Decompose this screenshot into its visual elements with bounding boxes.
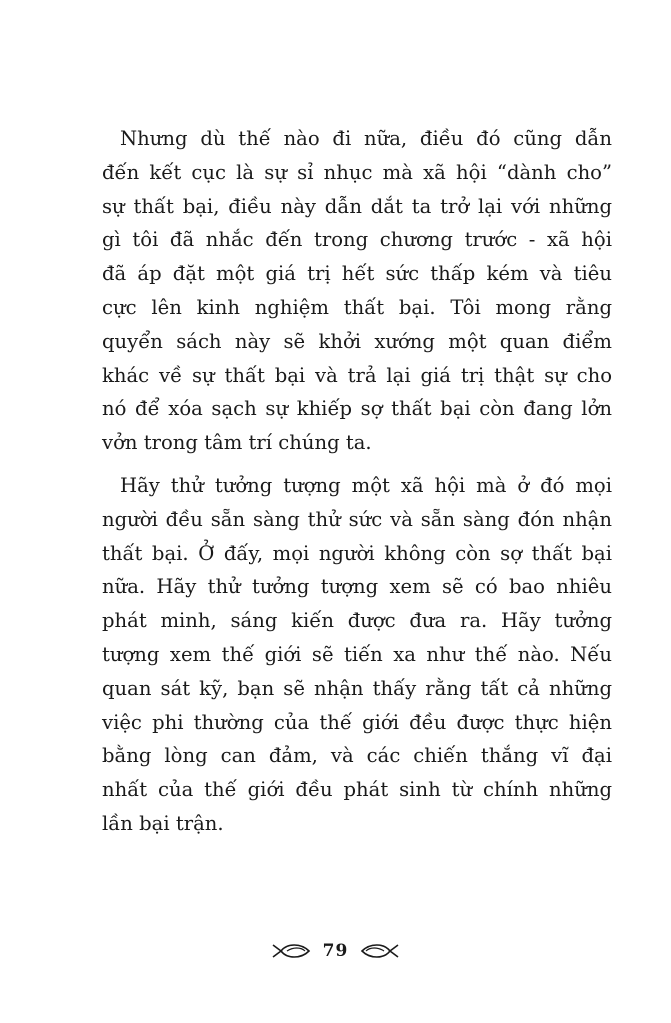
text-line: quyển sách này sẽ khởi xướng một quan điểm (102, 329, 612, 353)
text-line: đã áp đặt một giá trị hết sức thấp kém và tiêu (102, 262, 612, 286)
fish-ornament-right-icon (358, 941, 400, 961)
text-line: nhất của thế giới đều phát sinh từ chính những (102, 778, 612, 802)
text-line: quan sát kỹ, bạn sẽ nhận thấy rằng tất cả những (102, 676, 612, 700)
text-line: bằng lòng can đảm, và các chiến thắng vĩ đại (102, 744, 612, 768)
text-line: Nhưng dù thế nào đi nữa, điều đó cũng dẫn (120, 127, 612, 150)
page-number: 79 (322, 941, 349, 961)
text-line: khác về sự thất bại và trả lại giá trị thật sự cho (102, 363, 612, 387)
text-line: đến kết cục là sự sỉ nhục mà xã hội “dành cho” (102, 160, 612, 184)
body-text (102, 122, 612, 841)
text-line: việc phi thường của thế giới đều được thực hiện (102, 710, 612, 734)
page-footer (0, 936, 671, 966)
text-line: tượng xem thế giới sẽ tiến xa như thế nào. Nếu (102, 642, 612, 666)
text-line: phát minh, sáng kiến được đưa ra. Hãy tưởng (102, 609, 612, 633)
text-line: lần bại trận. (102, 811, 224, 835)
text-line: nữa. Hãy thử tưởng tượng xem sẽ có bao nhiêu (102, 575, 612, 599)
text-line: sự thất bại, điều này dẫn dắt ta trở lại với những (102, 194, 612, 218)
paragraph-1 (102, 122, 612, 460)
text-line: nó để xóa sạch sự khiếp sợ thất bại còn đang lởn (102, 397, 612, 421)
text-line: vởn trong tâm trí chúng ta. (102, 431, 372, 455)
text-line: thất bại. Ở đấy, mọi người không còn sợ thất bại (102, 541, 612, 565)
paragraph-2 (102, 469, 612, 841)
text-line: người đều sẵn sàng thử sức và sẵn sàng đón nhận (102, 507, 612, 531)
text-line: gì tôi đã nhắc đến trong chương trước - xã hội (102, 228, 612, 252)
fish-ornament-left-icon (271, 941, 313, 961)
text-line: Hãy thử tưởng tượng một xã hội mà ở đó mọi (120, 473, 612, 497)
text-line: cực lên kinh nghiệm thất bại. Tôi mong rằng (102, 295, 612, 319)
